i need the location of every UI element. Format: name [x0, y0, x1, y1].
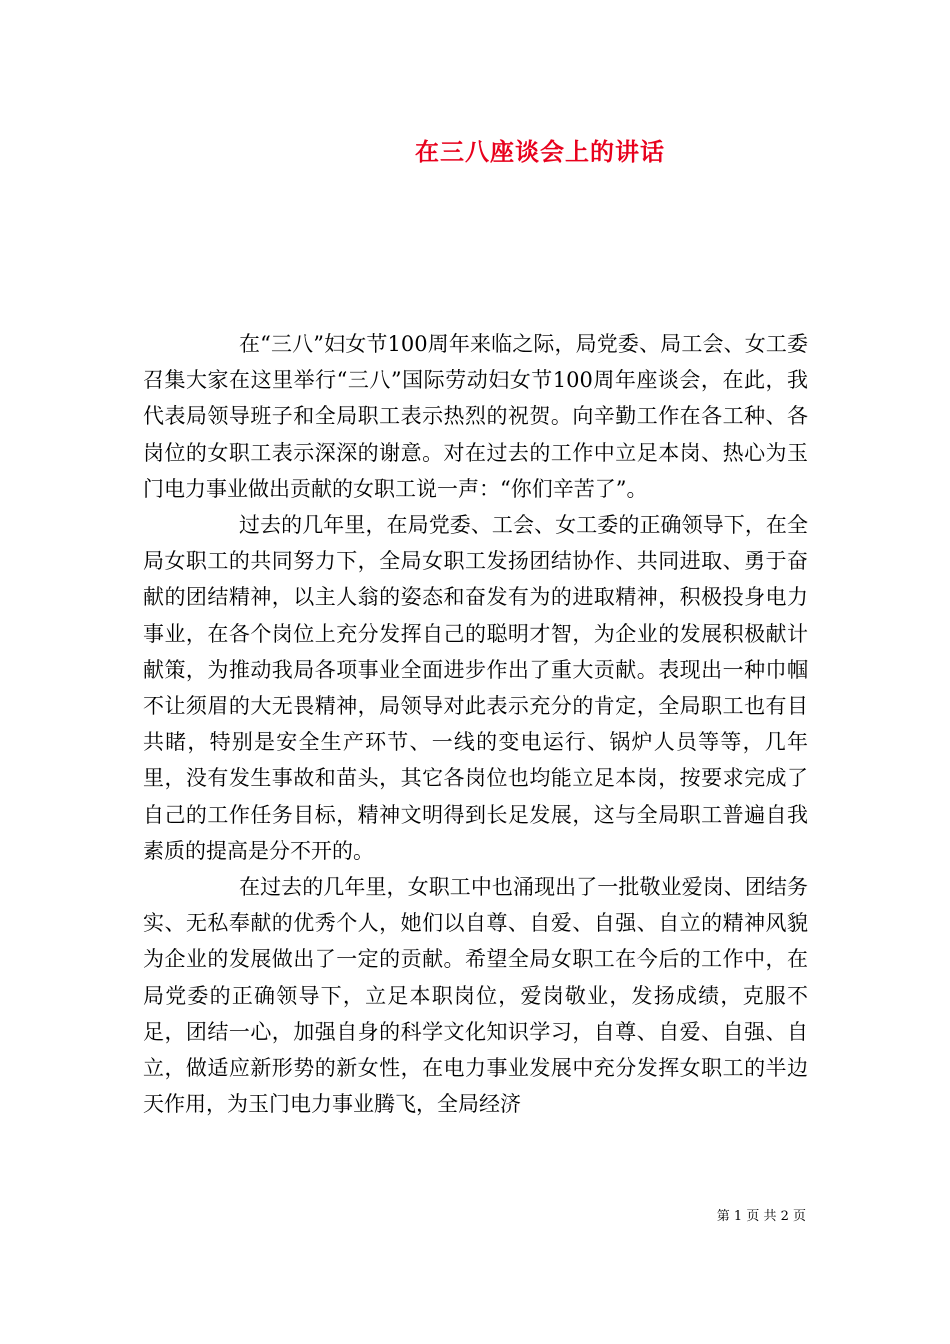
- document-body: [143, 326, 808, 1122]
- paragraph-2: 过去的几年里，在局党委、工会、女工委的正确领导下，在全局女职工的共同努力下，全局女职工发扬团结协作、共同进取、勇于奋献的团结精神，以主人翁的姿态和奋发有为的进取精神，积极投身电力事业，在各个岗位上充分发挥自己的聪明才智，为企业的发展积极献计献策，为推动我局各项事业全面进步作出了重大贡献。表现出一种巾帼不让须眉的大无畏精神，局领导对此表示充分的肯定，全局职工也有目共睹，特别是安全生产环节、一线的变电运行、锅炉人员等等，几年里，没有发生事故和苗头，其它各岗位也均能立足本岗，按要求完成了自己的工作任务目标，精神文明得到长足发展，这与全局职工普遍自我素质的提高是分不开的。: [143, 513, 808, 863]
- paragraph-3: 在过去的几年里，女职工中也涌现出了一批敬业爱岗、团结务实、无私奉献的优秀个人，她们以自尊、自爱、自强、自立的精神风貌为企业的发展做出了一定的贡献。希望全局女职工在今后的工作中，在局党委的正确领导下，立足本职岗位，爱岗敬业，发扬成绩，克服不足，团结一心，加强自身的科学文化知识学习，自尊、自爱、自强、自立，做适应新形势的新女性，在电力事业发展中充分发挥女职工的半边天作用，为玉门电力事业腾飞，全局经济: [143, 875, 808, 1117]
- page-number-footer: 第 1 页 共 2 页: [716, 1209, 806, 1224]
- paragraph-1: 在“三八”妇女节100周年来临之际，局党委、局工会、女工委召集大家在这里举行“三八”国际劳动妇女节100周年座谈会，在此，我代表局领导班子和全局职工表示热烈的祝贺。向辛勤工作在各工种、各岗位的女职工表示深深的谢意。对在过去的工作中立足本岗、热心为玉门电力事业做出贡献的女职工说一声：“你们辛苦了”。: [143, 332, 808, 501]
- document-title: 在三八座谈会上的讲话: [415, 137, 665, 166]
